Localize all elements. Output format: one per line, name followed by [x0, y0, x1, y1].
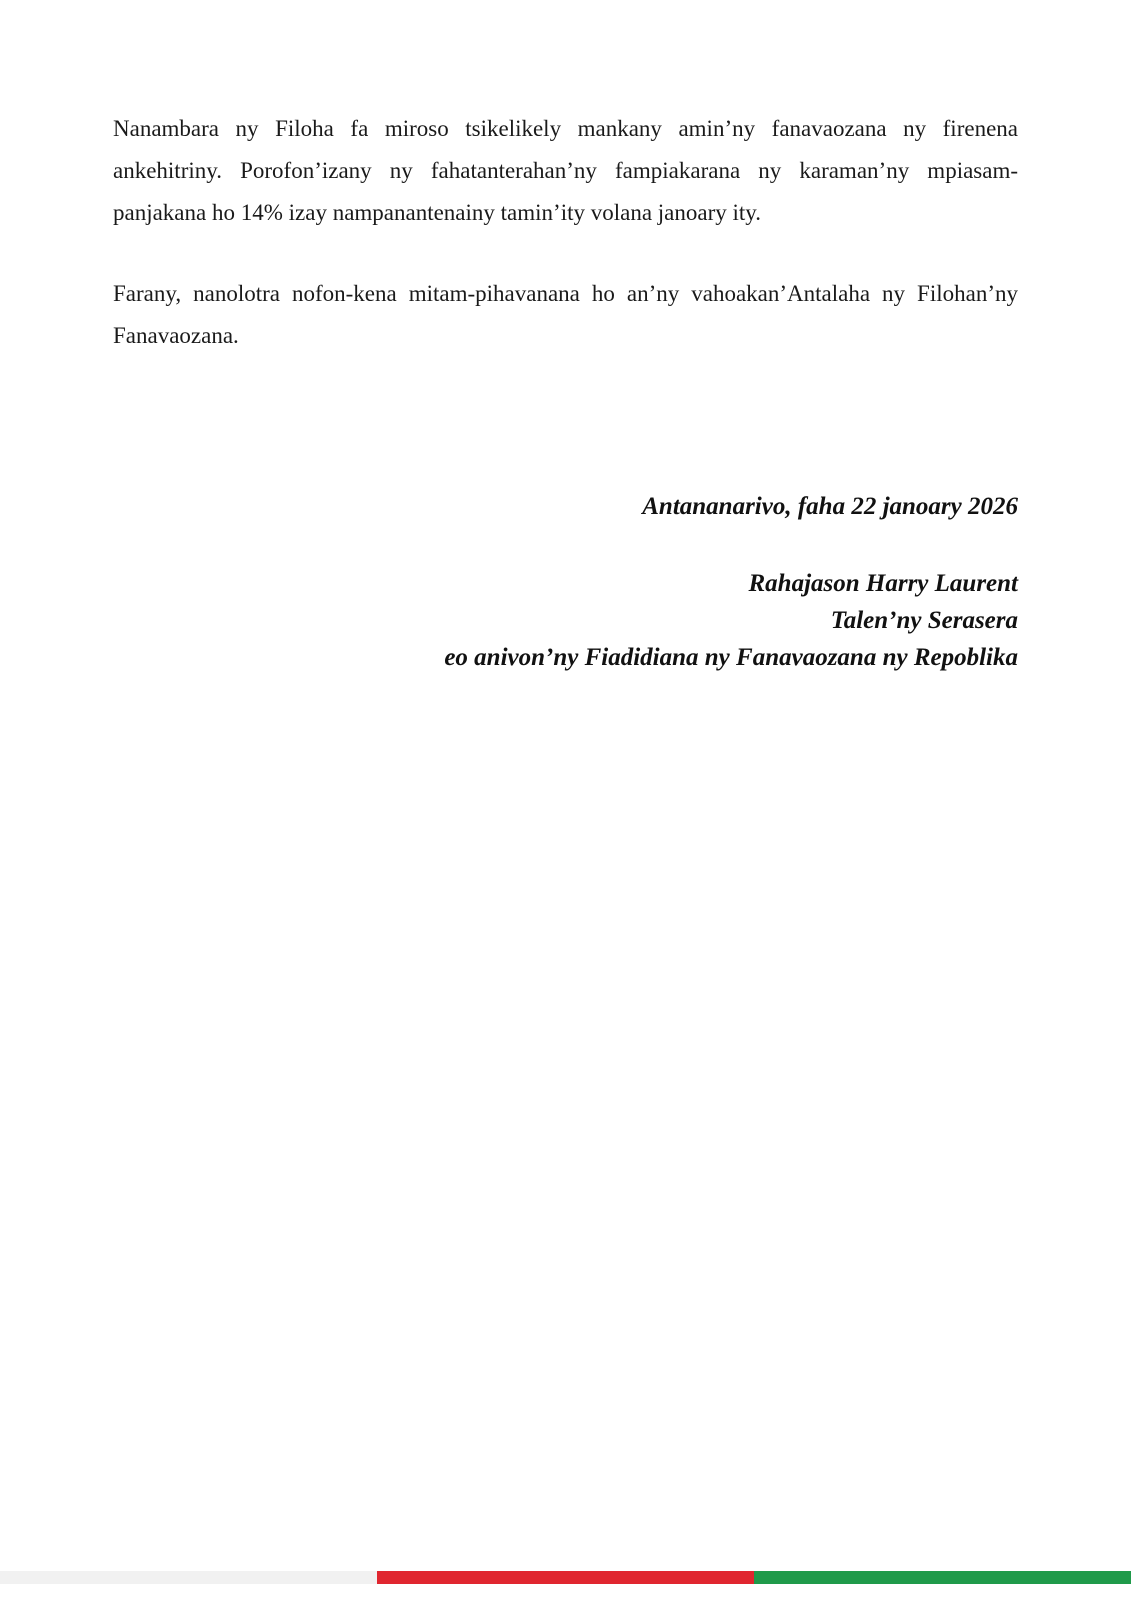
signatory-affiliation: eo anivon’ny Fiadidiana ny Fanavaozana ny Repoblika [444, 644, 1018, 671]
signatory-title: Talen’ny Serasera [830, 607, 1018, 634]
flag-band-green [754, 1571, 1131, 1584]
paragraph-gift-antalaha: Farany, nanolotra nofon-kena mitam-pihavanana ho an’ny vahoakan’Antalaha ny Filohan’ny Fanavaozana. [113, 281, 1018, 348]
document-body [113, 108, 1018, 396]
signatory-name: Rahajason Harry Laurent [748, 570, 1018, 597]
place-date: Antananarivo, faha 22 janoary 2026 [642, 493, 1018, 520]
flag-band-white [0, 1571, 377, 1584]
signature-block [318, 488, 1018, 676]
flag-band-red [377, 1571, 754, 1584]
flag-color-band [0, 1571, 1131, 1584]
paragraph-president-reform: Nanambara ny Filoha fa miroso tsikelikely mankany amin’ny fanavaozana ny firenena ankehitriny. Porofon’izany ny fahatanterahan’ny fampiakarana ny karaman’ny mpiasam-panjakana ho 14% izay nampanantenainy tamin’ity volana janoary ity. [113, 116, 1018, 225]
